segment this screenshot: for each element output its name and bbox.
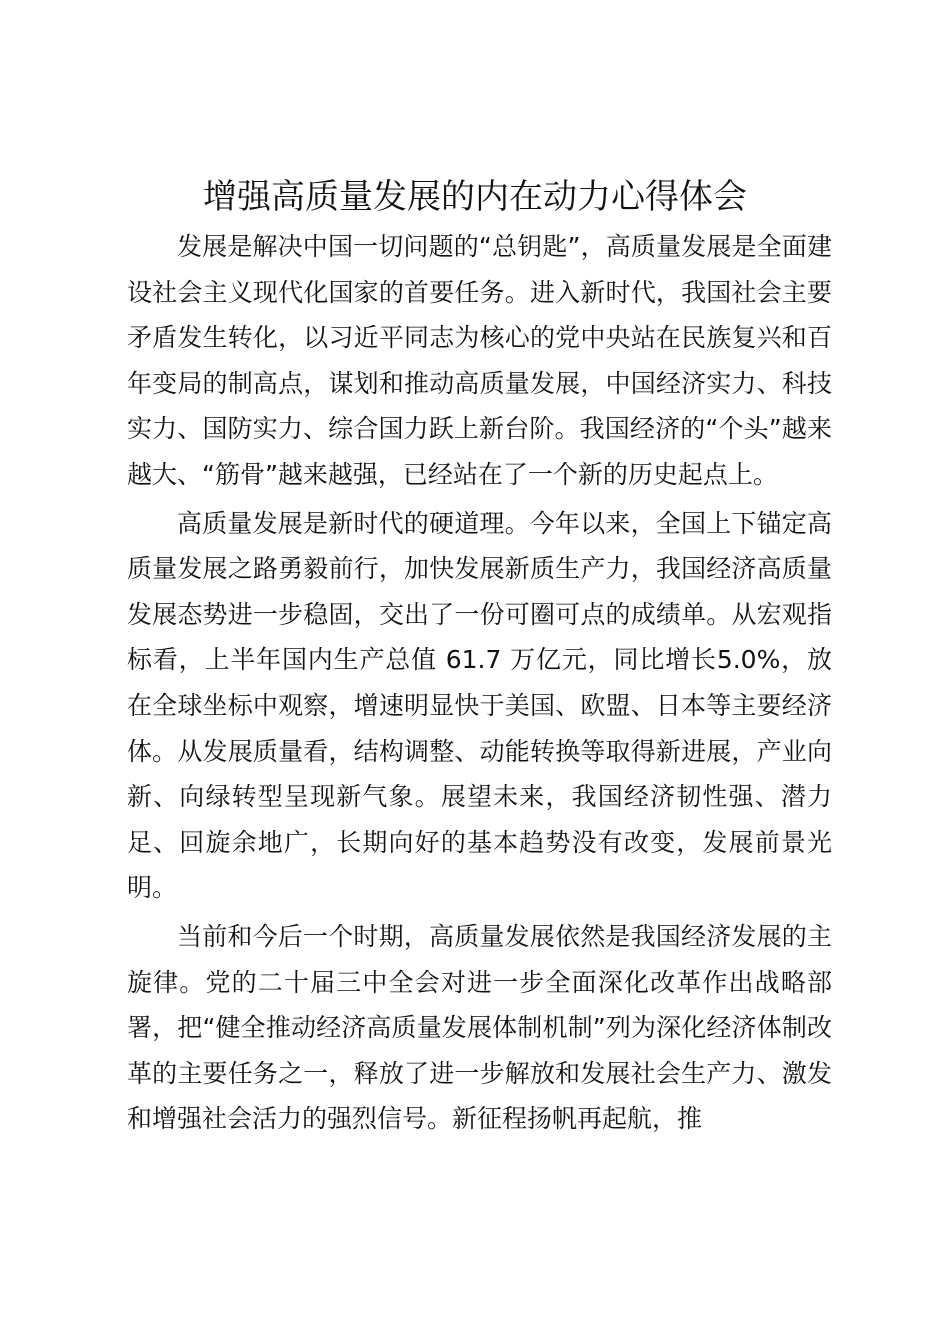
paragraph-2: 高质量发展是新时代的硬道理。今年以来，全国上下锚定高质量发展之路勇毅前行，加快发展新质生产力，我国经济高质量发展态势进一步稳固，交出了一份可圈可点的成绩单。从宏观指标看，上半年国内生产总值 61.7 万亿元，同比增长5.0%，放在全球坐标中观察，增速明显快于美国、欧盟、日本等主要经济体。从发展质量看，结构调整、动能转换等取得新进展，产业向新、向绿转型呈现新气象。展望未来，我国经济韧性强、潜力足、回旋余地广，长期向好的基本趋势没有改变，发展前景光明。: [127, 508, 832, 903]
document-title: 增强高质量发展的内在动力心得体会: [203, 177, 747, 217]
paragraph-1: 发展是解决中国一切问题的“总钥匙”，高质量发展是全面建设社会主义现代化国家的首要任务。进入新时代，我国社会主要矛盾发生转化，以习近平同志为核心的党中央站在民族复兴和百年变局的制高点，谋划和推动高质量发展，中国经济实力、科技实力、国防实力、综合国力跃上新台阶。我国经济的“个头”越来越大、“筋骨”越来越强，已经站在了一个新的历史起点上。: [127, 232, 832, 489]
document-body: [127, 224, 832, 1145]
paragraph-3: 当前和今后一个时期，高质量发展依然是我国经济发展的主旋律。党的二十届三中全会对进一步全面深化改革作出战略部署，把“健全推动经济高质量发展体制机制”列为深化经济体制改革的主要任务之一，释放了进一步解放和发展社会生产力、激发和增强社会活力的强烈信号。新征程扬帆再起航，推: [127, 921, 832, 1134]
